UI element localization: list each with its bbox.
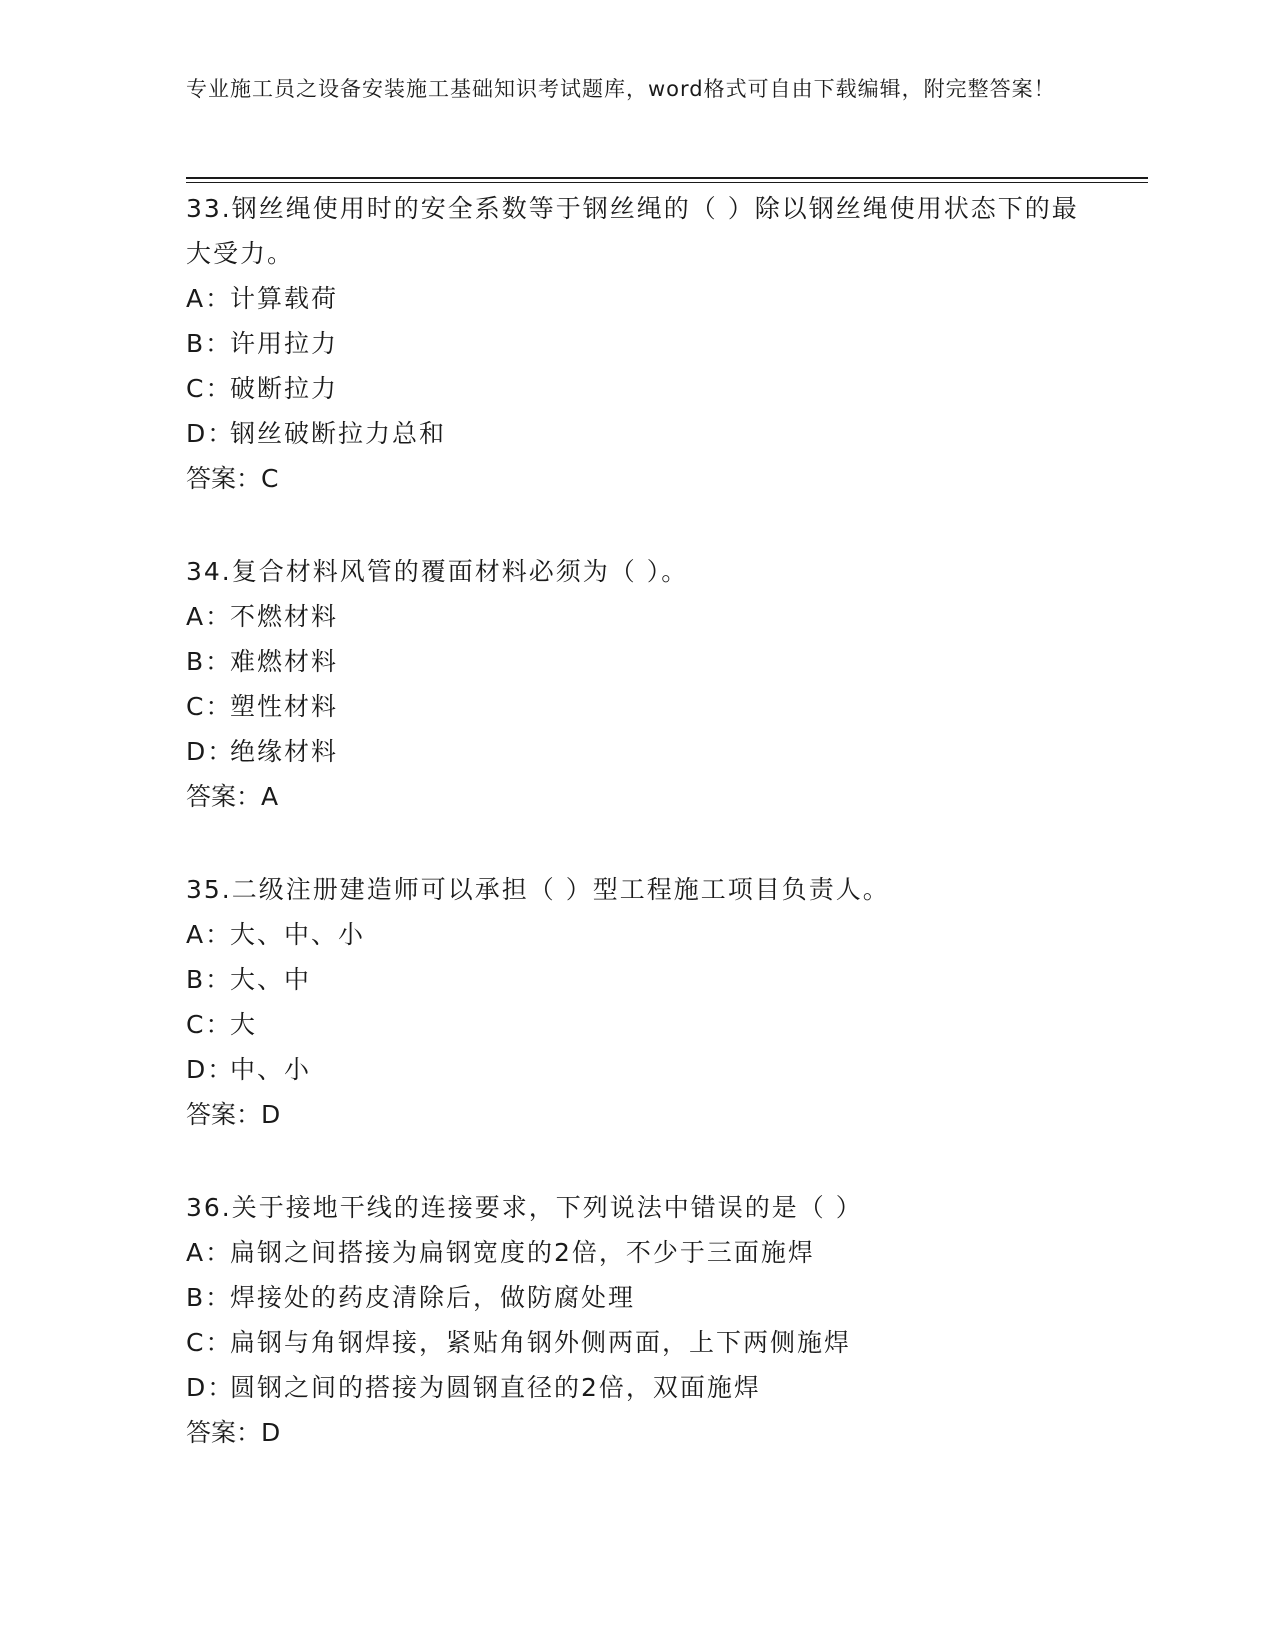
option-key: B： (186, 329, 233, 358)
option-text: 塑性材料 (230, 692, 339, 721)
option-key: B： (186, 647, 233, 676)
option-text: 大 (230, 1010, 258, 1039)
option-key: C： (186, 1010, 233, 1039)
answer-line: 答案：C (186, 464, 279, 493)
option-a (186, 1230, 1086, 1275)
option-d (186, 411, 1086, 456)
option-text: 圆钢之间的搭接为圆钢直径的2倍，双面施焊 (230, 1373, 761, 1402)
option-c (186, 366, 1086, 411)
option-text: 计算载荷 (230, 284, 339, 313)
option-key: C： (186, 692, 233, 721)
option-key: A： (186, 602, 233, 631)
option-key: D： (186, 1055, 235, 1084)
header-divider-thick (186, 177, 1148, 179)
question-34 (186, 549, 1086, 819)
option-key: D： (186, 1373, 235, 1402)
option-key: B： (186, 965, 233, 994)
answer-line: 答案：A (186, 782, 279, 811)
option-key: C： (186, 1328, 233, 1357)
option-key: A： (186, 920, 233, 949)
option-text: 难燃材料 (230, 647, 339, 676)
question-stem: 35.二级注册建造师可以承担（ ）型工程施工项目负责人。 (186, 875, 890, 904)
option-text: 大、中 (230, 965, 312, 994)
option-a (186, 912, 1086, 957)
option-b (186, 639, 1086, 684)
option-a (186, 594, 1086, 639)
option-text: 钢丝破断拉力总和 (230, 419, 447, 448)
option-text: 扁钢之间搭接为扁钢宽度的2倍，不少于三面施焊 (230, 1238, 815, 1267)
option-text: 绝缘材料 (230, 737, 339, 766)
option-c (186, 1002, 1086, 1047)
question-35 (186, 867, 1086, 1137)
option-d (186, 1365, 1086, 1410)
option-key: D： (186, 737, 235, 766)
option-text: 破断拉力 (230, 374, 339, 403)
document-header: 专业施工员之设备安装施工基础知识考试题库，word格式可自由下载编辑，附完整答案！ (186, 77, 1056, 101)
option-b (186, 321, 1086, 366)
option-key: A： (186, 1238, 233, 1267)
option-key: B： (186, 1283, 233, 1312)
option-b (186, 957, 1086, 1002)
option-text: 不燃材料 (230, 602, 339, 631)
option-d (186, 1047, 1086, 1092)
question-stem: 33.钢丝绳使用时的安全系数等于钢丝绳的（ ）除以钢丝绳使用状态下的最大受力。 (186, 194, 1079, 268)
option-text: 中、小 (230, 1055, 312, 1084)
option-text: 大、中、小 (230, 920, 366, 949)
option-key: C： (186, 374, 233, 403)
question-36 (186, 1185, 1086, 1455)
option-a (186, 276, 1086, 321)
question-33 (186, 186, 1086, 501)
option-text: 焊接处的药皮清除后，做防腐处理 (230, 1283, 636, 1312)
option-d (186, 729, 1086, 774)
question-stem: 36.关于接地干线的连接要求，下列说法中错误的是（ ） (186, 1193, 863, 1222)
option-text: 扁钢与角钢焊接，紧贴角钢外侧两面，上下两侧施焊 (230, 1328, 852, 1357)
question-stem: 34.复合材料风管的覆面材料必须为（ ）。 (186, 557, 689, 586)
answer-line: 答案：D (186, 1100, 281, 1129)
option-b (186, 1275, 1086, 1320)
option-key: A： (186, 284, 233, 313)
option-c (186, 684, 1086, 729)
option-c (186, 1320, 1086, 1365)
option-key: D： (186, 419, 235, 448)
header-divider-thin (186, 182, 1148, 183)
option-text: 许用拉力 (230, 329, 339, 358)
answer-line: 答案：D (186, 1418, 281, 1447)
